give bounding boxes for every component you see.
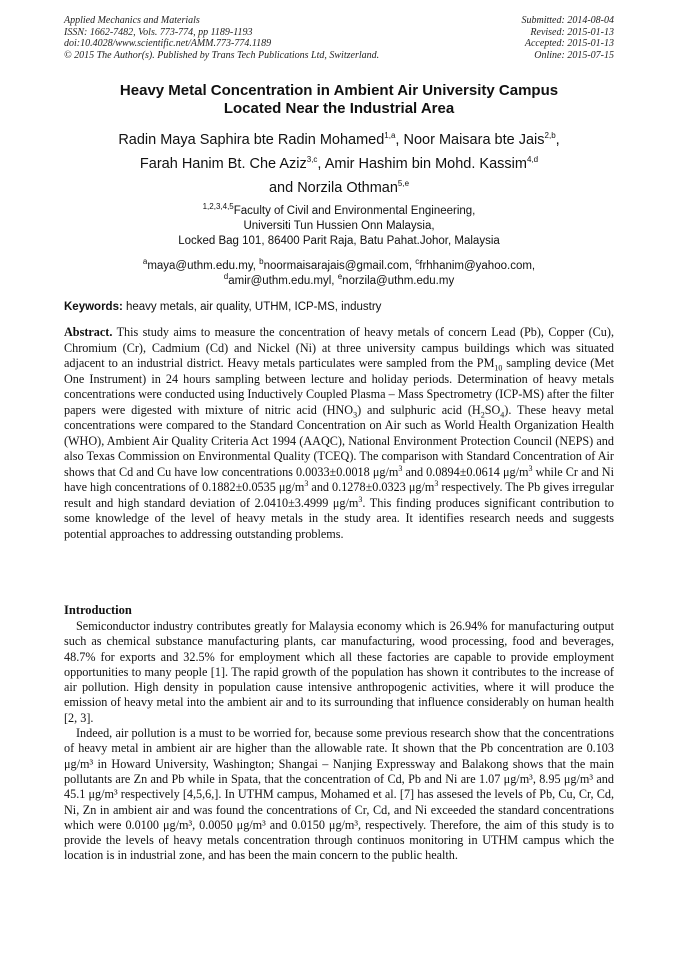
- journal-header: [64, 15, 379, 61]
- abstract-sub: 10: [494, 363, 503, 373]
- abstract-text: SO: [484, 402, 501, 417]
- abstract-sup: 3: [358, 494, 363, 504]
- authors-line-3: [54, 176, 624, 200]
- abstract-label: Abstract.: [64, 325, 113, 339]
- author-emails: [64, 259, 614, 288]
- journal-copyright: © 2015 The Author(s). Published by Trans Tech Publications Ltd, Switzerland.: [64, 49, 380, 61]
- emails-line-2: [64, 271, 614, 289]
- email-sup: b: [259, 257, 264, 267]
- author-name: Radin Maya Saphira bte Radin Mohamed: [118, 132, 385, 148]
- affiliation-address: Locked Bag 101, 86400 Parit Raja, Batu Pahat.Johor, Malaysia: [178, 235, 500, 247]
- dates-header: [522, 15, 615, 61]
- authors-line-1: [54, 128, 624, 152]
- affiliation-sup: 1,2,3,4,5: [202, 202, 234, 212]
- introduction-body: [64, 619, 614, 864]
- author-sep: and: [268, 180, 294, 196]
- author-name: Amir Hashim bin Mohd. Kassim: [324, 156, 527, 172]
- paper-title: [64, 82, 614, 118]
- author-sup: 5,e: [397, 179, 410, 189]
- journal-doi: doi:10.4028/www.scientific.net/AMM.773-774.1189: [64, 38, 272, 49]
- abstract-text: respectively. The Pb gives irregular result and high standard deviation of 2.0410±3.4999 μg/m: [64, 480, 614, 510]
- email-link[interactable]: norzila@uthm.edu.my: [342, 274, 455, 287]
- author-list: [54, 128, 624, 200]
- email-sup: c: [415, 257, 420, 267]
- journal-name: Applied Mechanics and Materials: [64, 15, 200, 26]
- section-heading: Introduction: [64, 603, 132, 617]
- affiliation-line-1: [64, 204, 614, 219]
- date-accepted: Accepted: 2015-01-13: [524, 38, 614, 49]
- author-sep: ,: [555, 132, 560, 148]
- email-sup: d: [223, 271, 229, 281]
- abstract: [64, 325, 614, 542]
- abstract-sup: 3: [304, 478, 309, 488]
- affiliation: [64, 204, 614, 249]
- email-link[interactable]: amir@uthm.edu.myl,: [228, 274, 335, 287]
- abstract-sub: 2: [480, 409, 485, 419]
- abstract-text: ) and sulphuric acid (H: [357, 402, 481, 417]
- abstract-text: . This finding produces significant contribution to some knowledge of the level of heavy metals in the study area. It identifies research needs and suggests potential approaches to addressing outstanding problems.: [64, 495, 614, 541]
- date-online: Online: 2015-07-15: [534, 49, 614, 61]
- affiliation-faculty: Faculty of Civil and Environmental Engineering,: [233, 205, 476, 217]
- paragraph: Indeed, air pollution is a must to be worried for, because some previous research show that the concentrations of heavy metal in ambient air are higher than the allowable rate. It shown that the Pb concentration are 0.103 μg/m³ in Howard University, Washington; Shangai – Nanjing Expressway and Balakong shows that the main pollutants are Zn and Pb while in Spata, that the concentration of Cd, Pb and Ni are 1.07 μg/m³, 8.95 μg/m³ and 45.1 μg/m³ respectively [4,5,6,]. In UTHM campus, Mohamed et al. [7] has assesed the levels of Pb, Cu, Cr, Cd, Ni, Zn in ambient air and was found the concentrations of Cr, Cd, and Ni exceeded the standard concentrations which were 0.0100 μg/m³, 0.0050 μg/m³ and 0.0150 μg/m³, respectively. Therefore, the aim of this study is to provide the levels of heavy metals concentration through continuos monitoring in UTHM campus which the location is in industrial zone, and has been the main concern to the public health.: [64, 726, 614, 863]
- author-name: Farah Hanim Bt. Che Aziz: [139, 156, 307, 172]
- email-link[interactable]: maya@uthm.edu.my,: [147, 260, 256, 272]
- abstract-sub: 4: [500, 409, 505, 419]
- paragraph: Semiconductor industry contributes greatly for Malaysia economy which is 26.94% for manufacturing output such as chemical substance manufacturing plants, car manufacturing, wood processing, food and beverages, 48.7% for exports and 32.5% for employment which all these factories are capable to provide employment opportunities to many people [1]. The rapid growth of the population has shown it contributes to the increase of air pollution. High density in population cause intensive anthropogenic activities, where it will produce the emission of heavy metal into the ambient air and to its surrounding that influence considerably on human health [2, 3].: [64, 619, 614, 725]
- abstract-text: sampling device (Met One Instrument) in 24 hours sampling between lecture and holiday periods. Determination of heavy metals concentrations were conducted using Inductively Coupled Plasma – Mass Spectrometry (ICP-MS) after the filter papers were digested with mixture of nitric acid (HNO: [64, 356, 614, 417]
- email-link[interactable]: noormaisarajais@gmail.com,: [263, 260, 413, 272]
- abstract-text: while Cr and Ni have high concentrations of 0.1882±0.0535 μg/m: [64, 464, 614, 494]
- abstract-text: and 0.0894±0.0614 μg/m: [402, 464, 529, 479]
- author-sup: 1,a: [384, 131, 396, 141]
- date-revised: Revised: 2015-01-13: [530, 26, 614, 38]
- email-link[interactable]: frhhanim@yahoo.com,: [419, 260, 536, 272]
- author-name: Noor Maisara bte Jais: [403, 132, 545, 148]
- abstract-sup: 3: [528, 463, 533, 473]
- email-sup: e: [337, 271, 343, 281]
- authors-line-2: [54, 152, 624, 176]
- title-line-2: Located Near the Industrial Area: [223, 100, 455, 117]
- email-sup: a: [142, 257, 148, 267]
- author-sep: ,: [317, 156, 322, 172]
- author-sep: ,: [395, 132, 400, 148]
- date-submitted: Submitted: 2014-08-04: [521, 15, 614, 26]
- abstract-sup: 3: [398, 463, 403, 473]
- keywords-label: Keywords:: [64, 301, 123, 313]
- abstract-text: and 0.1278±0.0323 μg/m: [308, 480, 435, 494]
- keywords: [64, 300, 614, 314]
- affiliation-university: Universiti Tun Hussien Onn Malaysia,: [243, 220, 435, 232]
- author-sup: 4,d: [526, 155, 539, 165]
- author-name: Norzila Othman: [297, 180, 398, 196]
- author-sup: 2,b: [544, 131, 556, 141]
- abstract-sup: 3: [434, 478, 439, 488]
- abstract-text: This study aims to measure the concentration of heavy metals of concern Lead (Pb), Copper (Cu), Chromium (Cr), Cadmium (Cd) and Nickel (Ni) at three university campus buildings which was situated adjacent to an industrial district. Heavy metals particulates were sampled from the PM: [64, 325, 614, 370]
- abstract-sub: 3: [353, 409, 358, 419]
- keywords-text: heavy metals, air quality, UTHM, ICP-MS, industry: [126, 301, 382, 313]
- journal-issn: ISSN: 1662-7482, Vols. 773-774, pp 1189-1193: [64, 26, 253, 38]
- abstract-text: ). These heavy metal concentrations were compared to the Standard Concentration on Air such as World Health Organization Health (WHO), Ambient Air Quality Criteria Act 1994 (AAQC), National Environment Protection Council (NEPS) and also Texas Commission on Environmental Quality (TCEQ). The comparison with Standard Concentration of Air shows that Cd and Cu have low concentrations 0.0033±0.0018 μg/m: [64, 402, 615, 479]
- title-line-1: Heavy Metal Concentration in Ambient Air University Campus: [119, 82, 559, 99]
- author-sup: 3,c: [306, 155, 318, 165]
